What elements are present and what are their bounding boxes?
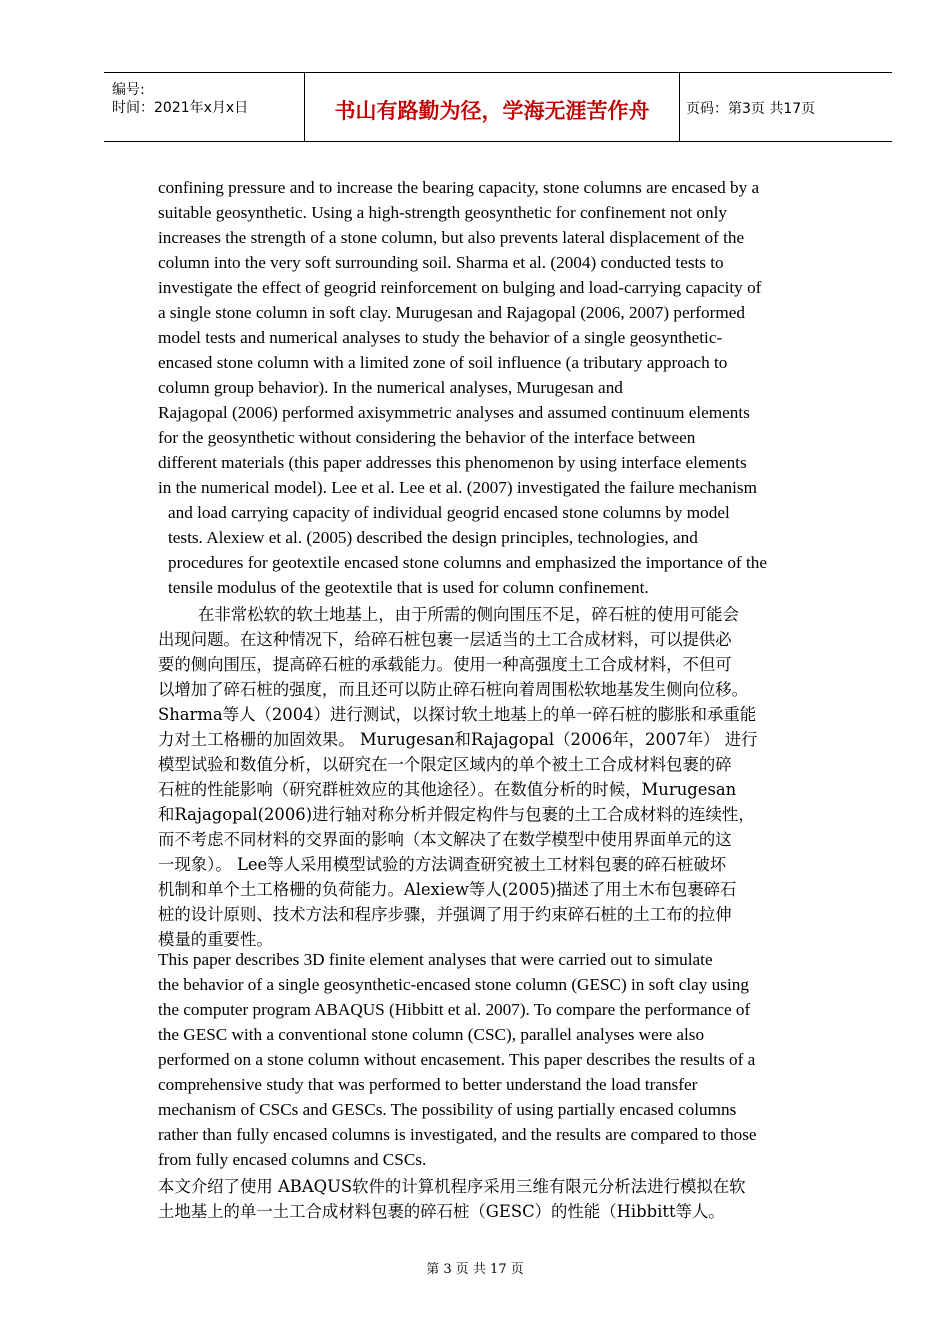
text-line: 出现问题。在这种情况下，给碎石桩包裹一层适当的土工合成材料，可以提供必: [158, 630, 732, 649]
text-line: procedures for geotextile encased stone columns and emphasized the importance of the: [168, 553, 767, 572]
text-line: 要的侧向围压，提高碎石桩的承载能力。使用一种高强度土工合成材料，不但可: [158, 655, 732, 674]
text-line: performed on a stone column without encasement. This paper describes the results of a: [158, 1050, 756, 1069]
text-line: 而不考虑不同材料的交界面的影响（本文解决了在数学模型中使用界面单元的这: [158, 830, 732, 849]
text-line: the computer program ABAQUS (Hibbitt et al. 2007). To compare the performance of: [158, 1000, 751, 1019]
text-line: the GESC with a conventional stone column (CSC), parallel analyses were also: [158, 1025, 705, 1044]
text-line: 桩的设计原则、技术方法和程序步骤，并强调了用于约束碎石桩的土工布的拉伸: [158, 905, 732, 924]
header-left-cell: [104, 73, 304, 141]
text-line: 机制和单个土工格栅的负荷能力。Alexiew等人(2005)描述了用土木布包裹碎石: [158, 880, 737, 899]
header-page-info: 页码：第3页 共17页: [686, 101, 816, 117]
text-line: the behavior of a single geosynthetic-encased stone column (GESC) in soft clay using: [158, 975, 749, 994]
header-motto: 书山有路勤为径，学海无涯苦作舟: [334, 99, 650, 123]
text-line: 模型试验和数值分析，以研究在一个限定区域内的单个被土工合成材料包裹的碎: [158, 755, 732, 774]
date-line: 时间：2021年x月x日: [112, 100, 249, 116]
text-line: 和Rajagopal(2006)进行轴对称分析并假定构件与包裹的土工合成材料的连续性，: [158, 805, 755, 824]
text-line: Rajagopal (2006) performed axisymmetric analyses and assumed continuum elements: [158, 403, 750, 422]
text-line: and load carrying capacity of individual geogrid encased stone columns by model: [168, 503, 730, 522]
document-number-label: 编号:: [112, 82, 145, 98]
text-line: 以增加了碎石桩的强度，而且还可以防止碎石桩向着周围松软地基发生侧向位移。: [158, 680, 749, 699]
text-line: column into the very soft surrounding soil. Sharma et al. (2004) conducted tests to: [158, 253, 724, 272]
text-line: tests. Alexiew et al. (2005) described the design principles, technologies, and: [168, 528, 698, 547]
text-line: This paper describes 3D finite element analyses that were carried out to simulate: [158, 950, 713, 969]
text-line: in the numerical model). Lee et al. Lee et al. (2007) investigated the failure mechanism: [158, 478, 757, 497]
text-line: suitable geosynthetic. Using a high-strength geosynthetic for confinement not only: [158, 203, 727, 222]
text-line: tensile modulus of the geotextile that is used for column confinement.: [168, 578, 649, 597]
page-footer: 第 3 页 共 17 页: [426, 1262, 524, 1277]
text-line: 模量的重要性。: [158, 930, 273, 949]
text-line: 土地基上的单一土工合成材料包裹的碎石桩（GESC）的性能（Hibbitt等人。: [158, 1202, 725, 1221]
text-line: 石桩的性能影响（研究群桩效应的其他途径）。在数值分析的时候，Murugesan: [158, 780, 737, 799]
text-line: 一现象）。 Lee等人采用模型试验的方法调查研究被土工材料包裹的碎石桩破坏: [158, 855, 727, 874]
text-line: mechanism of CSCs and GESCs. The possibility of using partially encased columns: [158, 1100, 737, 1119]
text-line: 本文介绍了使用 ABAQUS软件的计算机程序采用三维有限元分析法进行模拟在软: [158, 1177, 746, 1196]
header-right-cell: [680, 73, 892, 141]
text-line: a single stone column in soft clay. Murugesan and Rajagopal (2006, 2007) performed: [158, 303, 745, 322]
text-line: from fully encased columns and CSCs.: [158, 1150, 427, 1169]
header-middle-cell: [304, 73, 680, 141]
text-line: for the geosynthetic without considering the behavior of the interface between: [158, 428, 696, 447]
text-line: comprehensive study that was performed to better understand the load transfer: [158, 1075, 698, 1094]
text-line: different materials (this paper addresses this phenomenon by using interface elements: [158, 453, 747, 472]
page-header: [104, 72, 892, 142]
text-line: encased stone column with a limited zone of soil influence (a tributary approach to: [158, 353, 728, 372]
text-line: rather than fully encased columns is investigated, and the results are compared to those: [158, 1125, 757, 1144]
text-line: model tests and numerical analyses to study the behavior of a single geosynthetic-: [158, 328, 723, 347]
text-line: increases the strength of a stone column, but also prevents lateral displacement of the: [158, 228, 745, 247]
text-line: 力对土工格栅的加固效果。 Murugesan和Rajagopal（2006年，2007年） 进行: [158, 730, 758, 749]
text-line: column group behavior). In the numerical analyses, Murugesan and: [158, 378, 623, 397]
text-line: confining pressure and to increase the bearing capacity, stone columns are encased by a: [158, 178, 760, 197]
text-line: 在非常松软的软土地基上，由于所需的侧向围压不足，碎石桩的使用可能会: [198, 605, 739, 624]
text-line: Sharma等人（2004）进行测试，以探讨软土地基上的单一碎石桩的膨胀和承重能: [158, 705, 757, 724]
text-line: investigate the effect of geogrid reinforcement on bulging and load-carrying capacity of: [158, 278, 762, 297]
